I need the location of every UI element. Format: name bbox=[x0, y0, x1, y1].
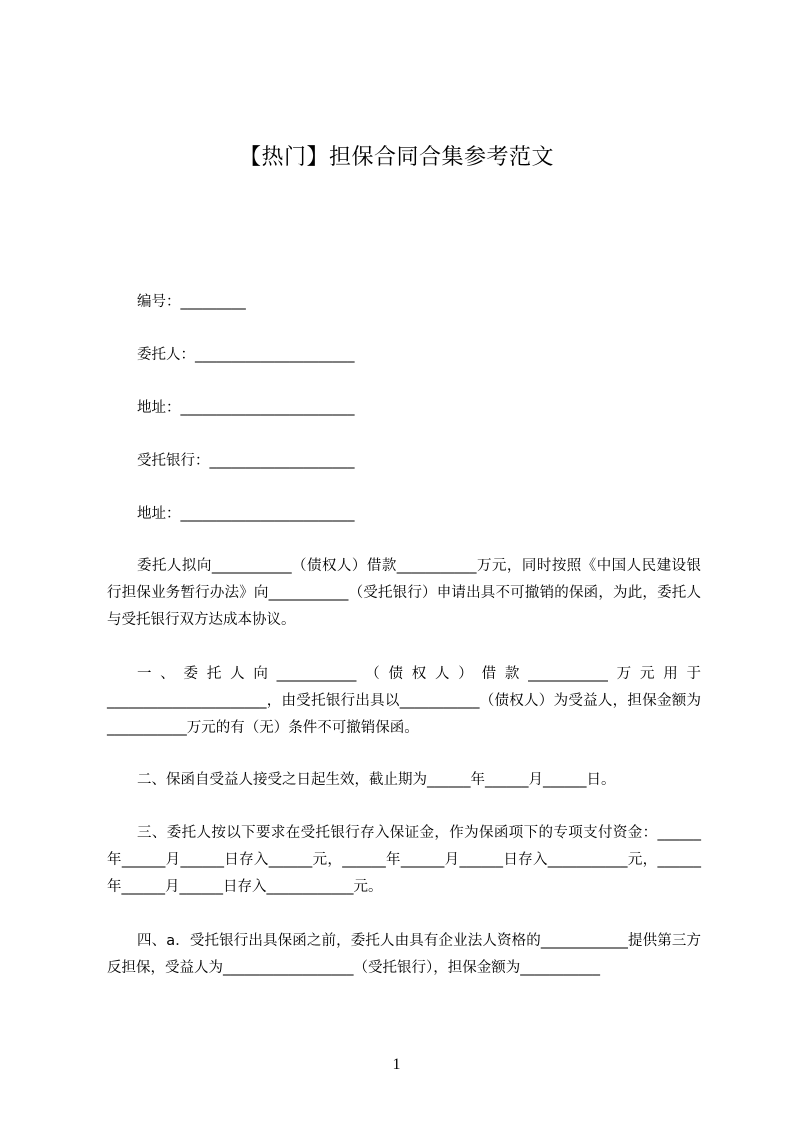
page-number: 1 bbox=[392, 1056, 401, 1073]
paragraph-intro: 委托人拟向___________（债权人）借款___________万元，同时按照《中国人民建设银行担保业务暂行办法》向___________（受托银行）申请出具不可撤销的保函，为此，委托人与受托银行双方达成本协议。 bbox=[107, 558, 701, 628]
paragraph-clause-1: 一、委托人向___________（债权人）借款___________万元用于______________________，由受托银行出具以___________（债权人）为受益人，担保金额为___________万元的有（无）条件不可撤销保函。 bbox=[107, 666, 701, 736]
paragraph-clause-2: 二、保函自受益人接受之日起生效，截止期为______年______月______日。 bbox=[137, 772, 616, 788]
field-bank-address: 地址：________________________ bbox=[137, 506, 355, 522]
field-trustee-bank: 受托银行：____________________ bbox=[137, 453, 355, 469]
paragraph-clause-3: 三、委托人按以下要求在受托银行存入保证金，作为保函项下的专项支付资金：______年______月______日存入______元，______年______月______日存入___________元，______年______月______日存入____________元。 bbox=[107, 825, 701, 895]
document-title: 【热门】担保合同合集参考范文 bbox=[238, 145, 554, 170]
field-number: 编号：_________ bbox=[137, 294, 246, 310]
field-client: 委托人：______________________ bbox=[137, 347, 355, 363]
field-client-address: 地址：________________________ bbox=[137, 400, 355, 416]
paragraph-clause-4: 四、a．受托银行出具保函之前，委托人由具有企业法人资格的____________提供第三方反担保，受益人为__________________（受托银行），担保金额为___________ bbox=[107, 933, 701, 976]
